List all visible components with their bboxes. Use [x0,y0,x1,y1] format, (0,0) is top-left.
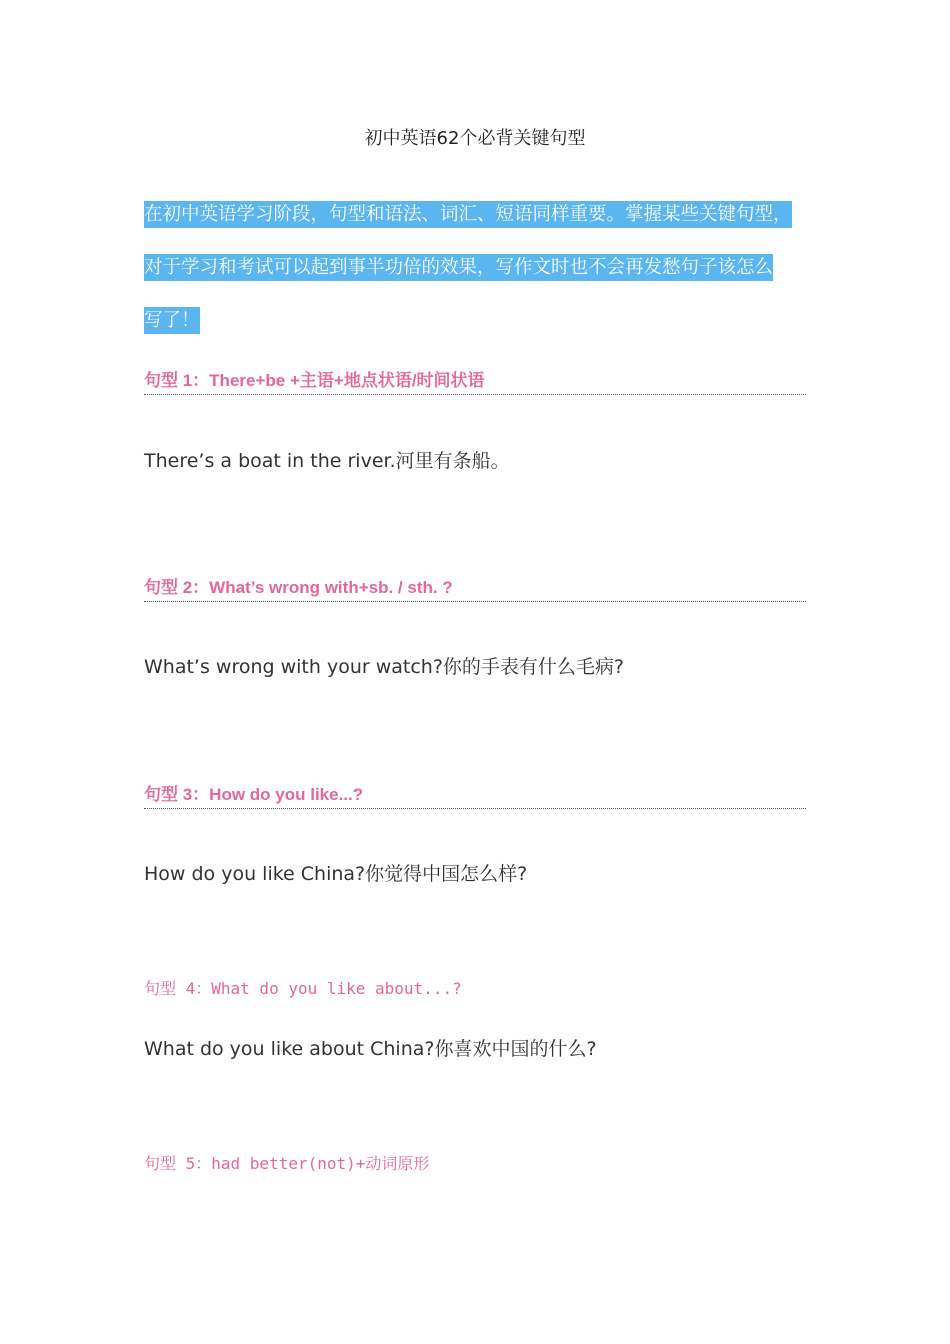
section-heading-1: 句型 1：There+be +主语+地点状语/时间状语 [144,366,806,395]
intro-paragraph [144,188,834,347]
section-example-1: There’s a boat in the river.河里有条船。 [144,450,510,472]
section-heading-2: 句型 2：What’s wrong with+sb. / sth. ? [144,573,806,602]
section-heading-4: 句型 4：What do you like about...? [144,979,462,998]
intro-line-2: 对于学习和考试可以起到事半功倍的效果，写作文时也不会再发愁句子该怎么 [144,254,773,281]
section-example-2: What’s wrong with your watch?你的手表有什么毛病? [144,656,625,678]
section-heading-5: 句型 5：had better(not)+动词原形 [144,1154,430,1173]
intro-line-3: 写了！ [144,307,200,334]
section-example-3: How do you like China?你觉得中国怎么样? [144,863,528,885]
page-title: 初中英语62个必背关键句型 [364,128,586,149]
intro-line-1: 在初中英语学习阶段，句型和语法、词汇、短语同样重要。掌握某些关键句型， [144,201,792,228]
section-example-4: What do you like about China?你喜欢中国的什么? [144,1038,597,1060]
section-heading-3: 句型 3：How do you like...? [144,780,806,809]
